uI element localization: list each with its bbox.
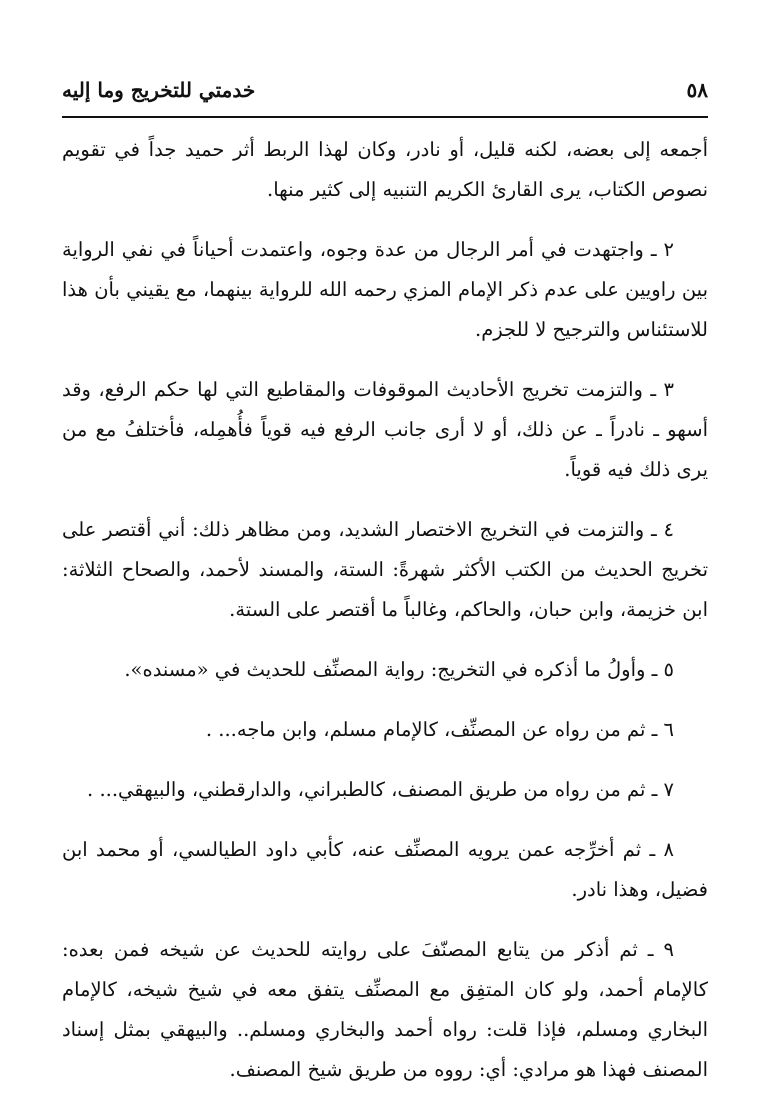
page-header bbox=[62, 70, 708, 110]
header-rule bbox=[62, 116, 708, 118]
paragraph-item-4: ٤ ـ والتزمت في التخريج الاختصار الشديد، ومن مظاهر ذلك: أني أقتصر على تخريج الحديث من الكتب الأكثر شهرةً: الستة، والمسند لأحمد، والصحاح الثلاثة: ابن خزيمة، وابن حبان، والحاكم، وغالباً ما أقتصر على الستة. bbox=[62, 518, 708, 621]
paragraph-item-8: ٨ ـ ثم أخرِّجه عمن يرويه المصنِّف عنه، كأبي داود الطيالسي، أو محمد ابن فضيل، وهذا نادر. bbox=[62, 838, 708, 901]
paragraph-item-6: ٦ ـ ثم من رواه عن المصنِّف، كالإمام مسلم، وابن ماجه... . bbox=[205, 718, 674, 741]
paragraph-item-3: ٣ ـ والتزمت تخريج الأحاديث الموقوفات والمقاطيع التي لها حكم الرفع، وقد أسهو ـ نادراً ـ عن ذلك، أو لا أرى جانب الرفع فيه قوياً فأُهمِله، فأختلفُ مع من يرى ذلك فيه قوياً. bbox=[62, 378, 708, 481]
page-body bbox=[62, 130, 708, 1110]
paragraph-item-5: ٥ ـ وأولُ ما أذكره في التخريج: رواية المصنِّف للحديث في «مسنده». bbox=[124, 658, 674, 681]
paragraph-item-7: ٧ ـ ثم من رواه من طريق المصنف، كالطبراني، والدارقطني، والبيهقي... . bbox=[87, 778, 674, 801]
paragraph-item-2: ٢ ـ واجتهدت في أمر الرجال من عدة وجوه، واعتمدت أحياناً في نفي الرواية بين راويين على عدم ذكر الإمام المزي رحمه الله للرواية بينهما، مع يقيني بأن هذا للاستئناس والترجيح لا للجزم. bbox=[62, 238, 708, 341]
paragraph-item-9: ٩ ـ ثم أذكر من يتابع المصنّفَ على روايته للحديث عن شيخه فمن بعده: كالإمام أحمد، ولو كان المتفِق مع المصنِّف يتفق معه في شيخ شيخه، كالإمام البخاري ومسلم، فإذا قلت: رواه أحمد والبخاري ومسلم.. والبيهقي بمثل إسناد المصنف فهذا هو مرادي: أي: رووه من طريق شيخ المصنف. bbox=[62, 938, 708, 1081]
paragraph-continuation: أجمعه إلى بعضه، لكنه قليل، أو نادر، وكان لهذا الربط أثر حميد جداً في تقويم نصوص الكتاب، يرى القارئ الكريم التنبيه إلى كثير منها. bbox=[62, 138, 708, 201]
running-title: خدمتي للتخريج وما إليه bbox=[62, 78, 256, 102]
page-number: ٥٨ bbox=[686, 78, 708, 102]
